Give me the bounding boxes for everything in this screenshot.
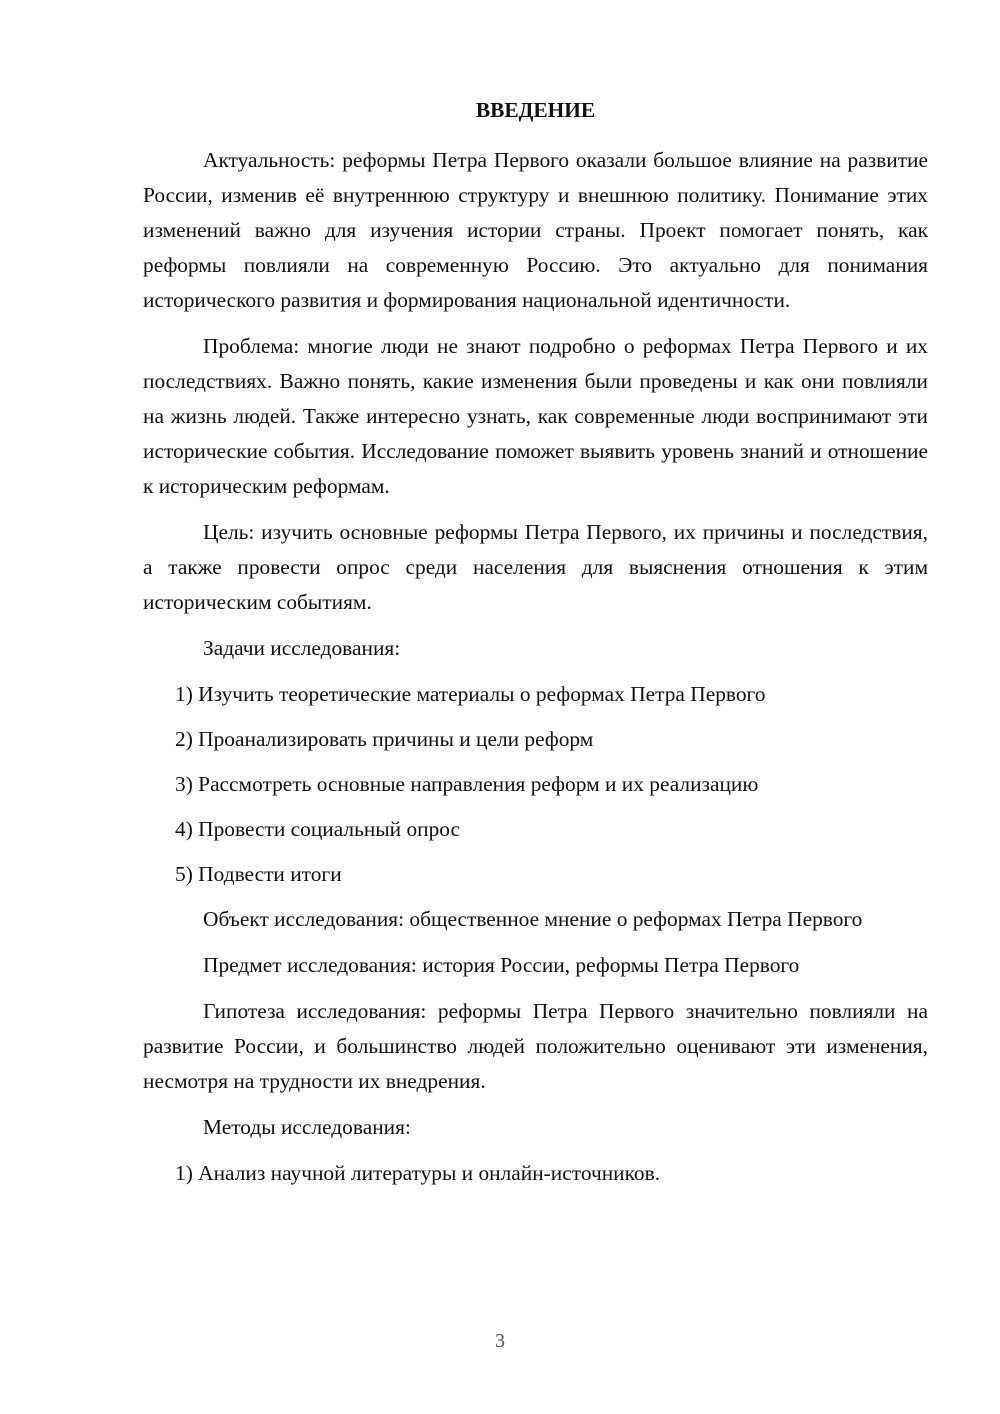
list-item: 1) Изучить теоретические материалы о реформах Петра Первого [175, 682, 766, 706]
problem-paragraph: Проблема: многие люди не знают подробно о реформах Петра Первого и их последствиях. Важно понять, какие изменения были проведены и как они повлияли на жизнь людей. Также интересно узнать, как современные люди воспринимают эти исторические события. Исследование поможет выявить уровень знаний и отношение к историческим реформам. [143, 334, 928, 498]
page-content [143, 93, 928, 1201]
tasks-list [143, 677, 928, 892]
list-item: 3) Рассмотреть основные направления реформ и их реализацию [175, 772, 759, 796]
list-item: 5) Подвести итоги [175, 862, 342, 886]
tasks-heading: Задачи исследования: [203, 636, 401, 660]
hypothesis-paragraph: Гипотеза исследования: реформы Петра Первого значительно повлияли на развитие России, и большинство людей положительно оценивают эти изменения, несмотря на трудности их внедрения. [143, 999, 928, 1093]
list-item: 1) Анализ научной литературы и онлайн-источников. [175, 1161, 661, 1185]
methods-heading: Методы исследования: [203, 1115, 411, 1139]
relevance-paragraph: Актуальность: реформы Петра Первого оказали большое влияние на развитие России, изменив её внутреннюю структуру и внешнюю политику. Понимание этих изменений важно для изучения истории страны. Проект помогает понять, как реформы повлияли на современную Россию. Это актуально для понимания исторического развития и формирования национальной идентичности. [143, 148, 928, 312]
goal-paragraph: Цель: изучить основные реформы Петра Первого, их причины и последствия, а также провести опрос среди населения для выяснения отношения к этим историческим событиям. [143, 520, 928, 614]
page-title: ВВЕДЕНИЕ [475, 98, 596, 122]
subject-paragraph: Предмет исследования: история России, реформы Петра Первого [203, 953, 800, 977]
list-item: 4) Провести социальный опрос [175, 817, 461, 841]
methods-list [143, 1156, 928, 1191]
list-item: 2) Проанализировать причины и цели реформ [175, 727, 594, 751]
page-number: 3 [495, 1330, 505, 1352]
object-paragraph: Объект исследования: общественное мнение о реформах Петра Первого [203, 907, 863, 931]
